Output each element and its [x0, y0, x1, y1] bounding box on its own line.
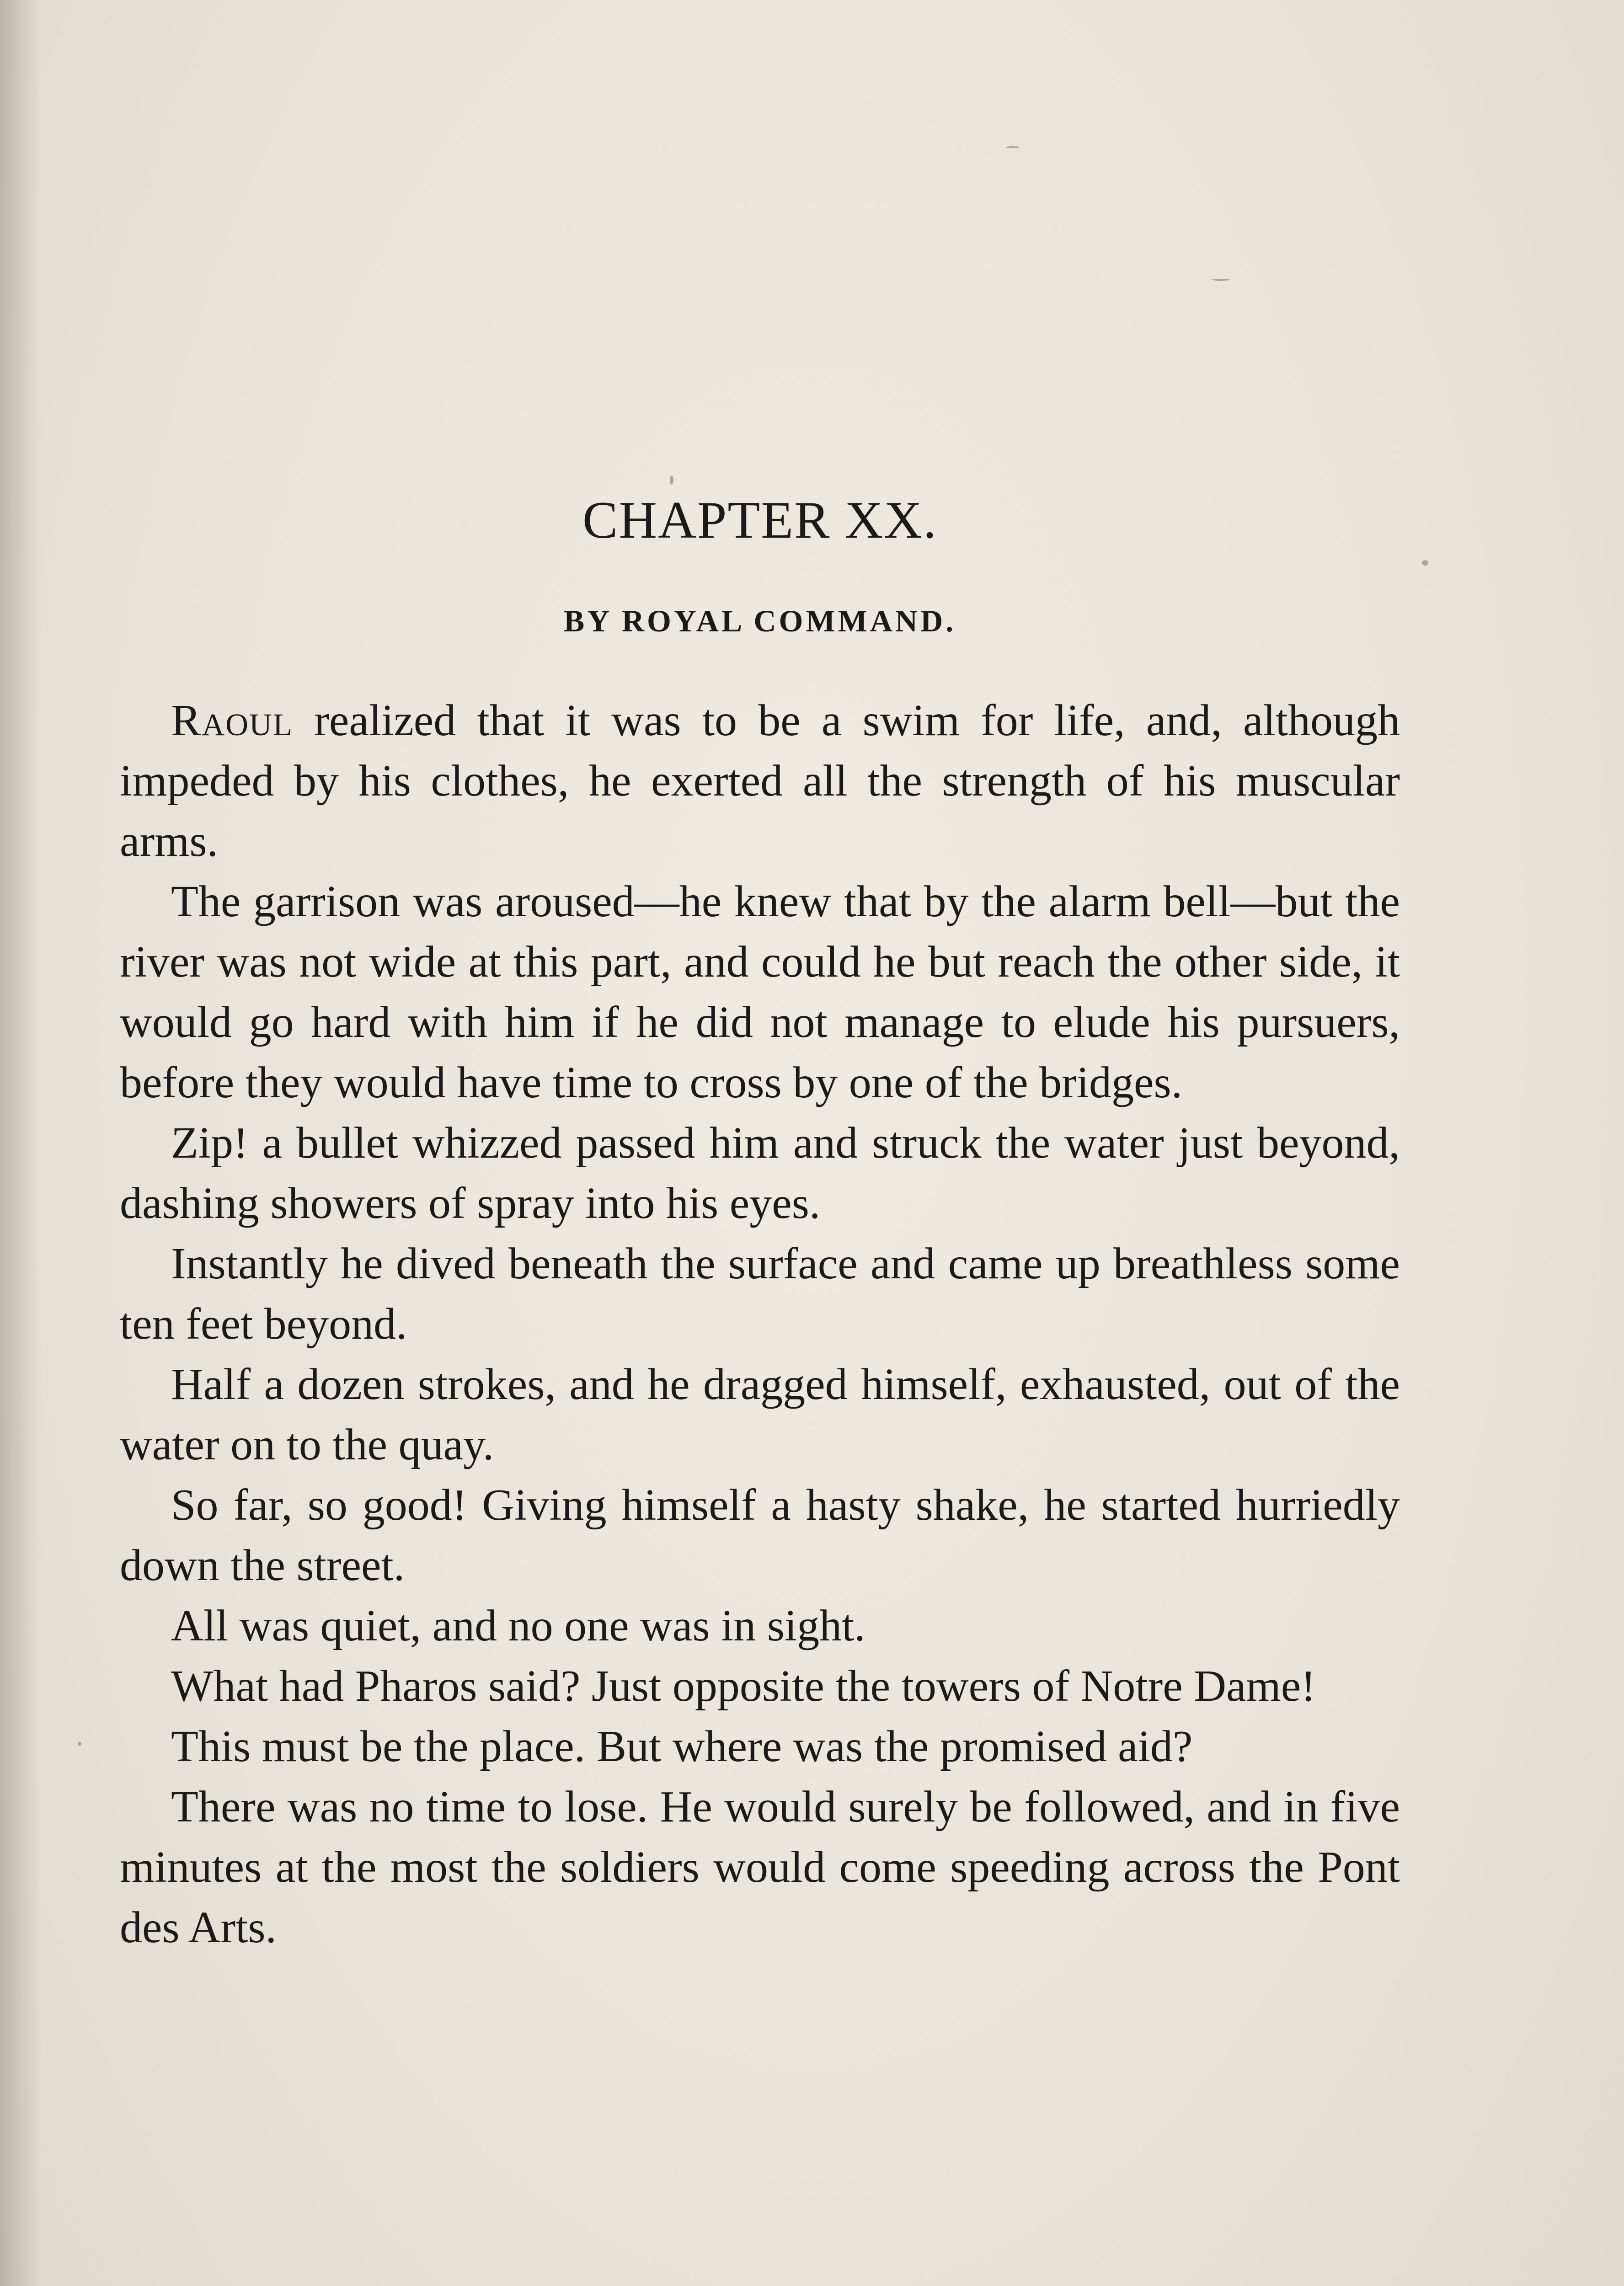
- paper-speck: [1422, 560, 1428, 566]
- paragraph: This must be the place. But where was the promised aid?: [171, 1722, 1193, 1771]
- paragraph: What had Pharos said? Just opposite the towers of Notre Dame!: [171, 1661, 1316, 1711]
- paragraph: Half a dozen strokes, and he dragged himself, exhausted, out of the water on to the quay.: [120, 1360, 1400, 1469]
- paragraph: The garrison was aroused—he knew that by the alarm bell—but the river was not wide at this part, and could he but reach the other side, it would go hard with him if he did not manage to elude his pursuers, before they would have time to cross by one of the bridges.: [120, 877, 1400, 1107]
- paragraph: All was quiet, and no one was in sight.: [171, 1601, 865, 1650]
- page-text: [120, 491, 1400, 1958]
- chapter-subtitle: BY ROYAL COMMAND.: [563, 604, 956, 638]
- paper-speck: [78, 1742, 81, 1746]
- paragraph: Instantly he dived beneath the surface and came up breathless some ten feet beyond.: [120, 1239, 1400, 1349]
- paper-speck: [670, 475, 673, 485]
- paper-speck: [1212, 279, 1230, 281]
- paragraph: So far, so good! Giving himself a hasty shake, he started hurriedly down the street.: [120, 1480, 1400, 1590]
- chapter-title: CHAPTER XX.: [582, 491, 938, 550]
- paragraph-text: realized that it was to be a swim for life, and, although impeded by his clothes, he exerted all the strength of his muscular arms.: [120, 696, 1400, 866]
- paragraph-lead-word: Raoul: [171, 696, 294, 745]
- paper-speck: [1006, 146, 1020, 148]
- gutter-shadow: [0, 0, 41, 2286]
- chapter-body: [120, 690, 1400, 1958]
- paragraph: There was no time to lose. He would surely be followed, and in five minutes at the most the soldiers would come speeding across the Pont des Arts.: [120, 1782, 1400, 1952]
- paragraph: [120, 690, 1400, 871]
- paragraph: Zip! a bullet whizzed passed him and struck the water just beyond, dashing showers of spray into his eyes.: [120, 1118, 1400, 1228]
